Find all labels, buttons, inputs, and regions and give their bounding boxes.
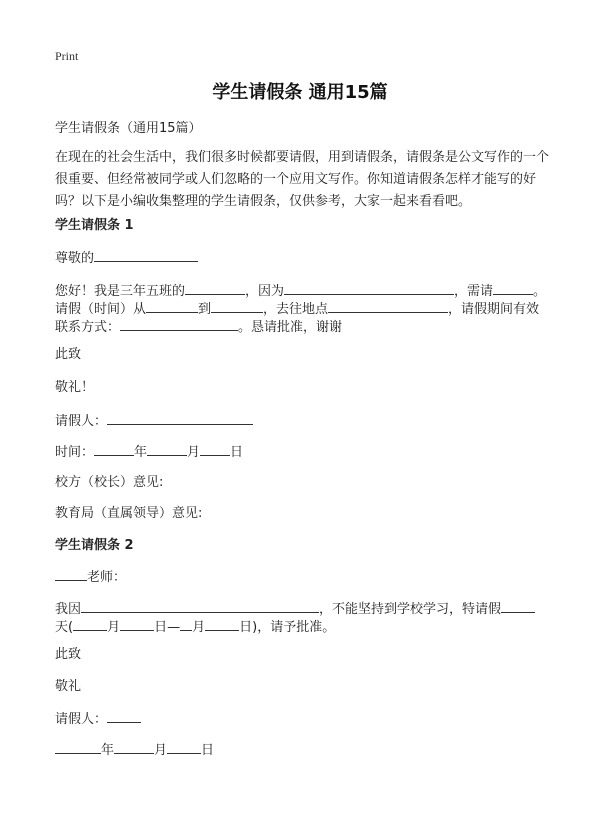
blank-field	[167, 739, 201, 754]
blank-field	[55, 739, 101, 754]
blank-field	[120, 316, 238, 331]
blank-field	[81, 598, 319, 613]
s1-month: 月	[187, 445, 201, 460]
s2-closing-1: 此致	[55, 647, 82, 662]
blank-field	[107, 708, 141, 723]
s2-teacher-line	[55, 566, 560, 588]
s2-month: 月	[107, 620, 121, 635]
s1-time-line	[55, 441, 560, 463]
blank-field	[211, 298, 263, 313]
print-link[interactable]: Print	[55, 49, 79, 63]
blank-field	[146, 298, 198, 313]
s1-year: 年	[134, 445, 148, 460]
blank-field	[147, 441, 187, 456]
s1-text: ，需请	[454, 284, 494, 299]
s2-teacher-label: 老师：	[87, 570, 127, 585]
s1-school-opinion: 校方（校长）意见:	[55, 475, 164, 490]
s1-text: 您好！我是三年五班的	[55, 284, 186, 299]
blank-field	[200, 441, 230, 456]
s1-closing-2: 敬礼！	[55, 380, 95, 395]
s2-text: 天(	[55, 620, 74, 635]
s1-text: 。	[533, 284, 547, 299]
blank-field	[55, 566, 87, 581]
s1-day: 日	[230, 445, 244, 460]
s1-closing-1: 此致	[55, 347, 82, 362]
s1-applicant-line	[55, 410, 560, 432]
intro-paragraph: 在现在的社会生活中，我们很多时候都要请假，用到请假条，请假条是公文写作的一个很重要、但经常被同学或人们忽略的一个应用文写作。你知道请假条怎样才能写的好吗？以下是小编收集整理的学生请假条，仅供参考，大家一起来看看吧。	[55, 150, 550, 209]
s2-date-line	[55, 739, 560, 761]
s2-text: 我因	[55, 602, 82, 617]
s2-body-line-2	[55, 616, 560, 638]
s1-applicant-label: 请假人：	[55, 414, 108, 429]
s1-text: 到	[198, 302, 212, 317]
blank-field	[94, 247, 198, 262]
s1-text: ，请假期间有效	[448, 302, 540, 317]
subtitle: 学生请假条（通用15篇）	[55, 121, 202, 136]
s1-body-line-3	[55, 316, 560, 338]
s2-day: 日	[201, 743, 215, 758]
s2-closing-2: 敬礼	[55, 679, 82, 694]
blank-field	[73, 616, 107, 631]
s1-salutation-line	[55, 247, 560, 269]
s2-applicant-label: 请假人：	[55, 712, 108, 727]
blank-field	[205, 616, 239, 631]
blank-field	[120, 616, 154, 631]
s1-time-label: 时间：	[55, 445, 95, 460]
s2-dash: —	[167, 620, 181, 635]
blank-field	[328, 298, 448, 313]
blank-field	[493, 280, 533, 295]
s1-salutation: 尊敬的	[55, 251, 95, 266]
s1-text: ，去往地点	[263, 302, 329, 317]
blank-field	[180, 616, 192, 631]
s1-text: ，因为	[245, 284, 285, 299]
s2-day: 日	[154, 620, 168, 635]
s2-month: 月	[154, 743, 168, 758]
s1-bureau-opinion: 教育局（直属领导）意见:	[55, 506, 203, 521]
s2-applicant-line	[55, 708, 560, 730]
page-title: 学生请假条 通用15篇	[212, 82, 388, 103]
blank-field	[185, 280, 245, 295]
s1-text: 。恳请批准，谢谢	[238, 320, 343, 335]
blank-field	[107, 410, 253, 425]
blank-field	[284, 280, 454, 295]
blank-field	[94, 441, 134, 456]
s1-text: 请假（时间）从	[55, 302, 147, 317]
s2-year: 年	[101, 743, 115, 758]
section-1-heading: 学生请假条 1	[55, 218, 134, 233]
s1-text: 联系方式：	[55, 320, 121, 335]
s2-month: 月	[192, 620, 206, 635]
s2-text: 日)，请予批准。	[239, 620, 336, 635]
section-2-heading: 学生请假条 2	[55, 538, 134, 553]
blank-field	[501, 598, 535, 613]
s2-text: ，不能坚持到学校学习，特请假	[319, 602, 502, 617]
blank-field	[114, 739, 154, 754]
